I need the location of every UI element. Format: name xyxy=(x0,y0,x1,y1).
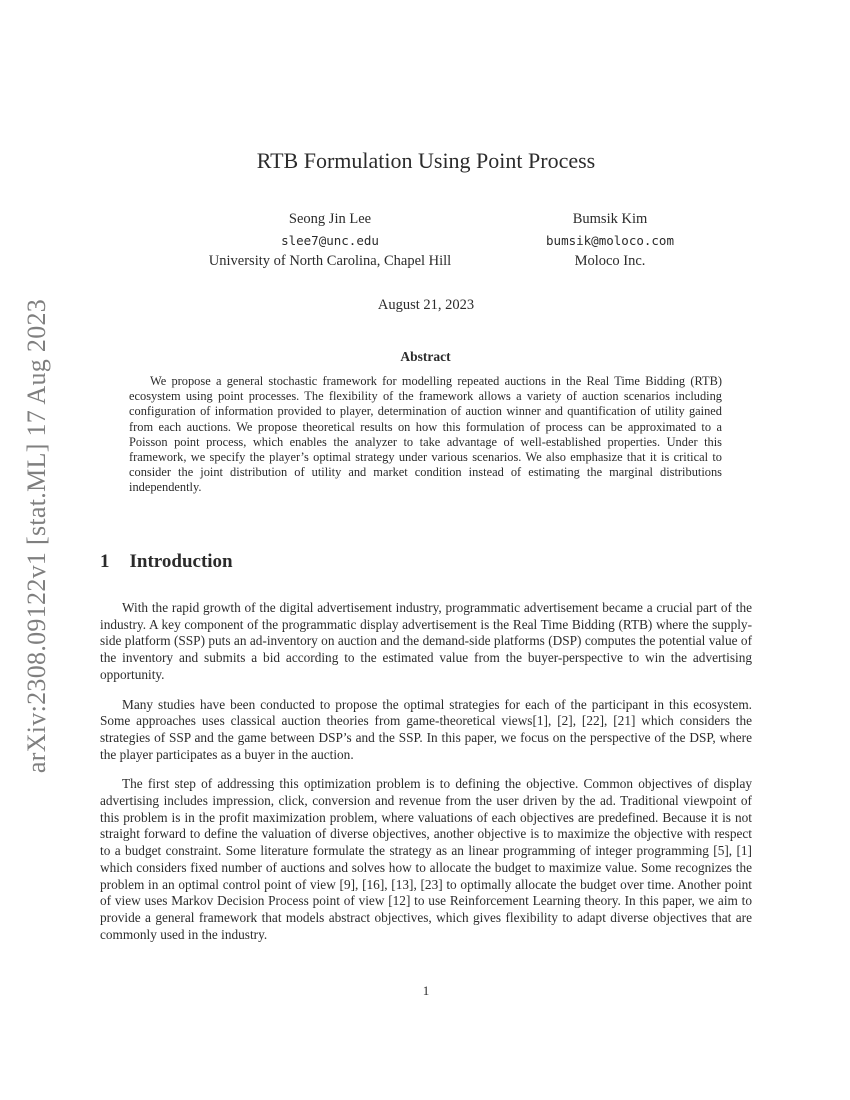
page-number: 1 xyxy=(422,983,430,998)
paragraph: With the rapid growth of the digital advertisement industry, programmatic advertisement became a crucial part of the industry. A key component of the programmatic display advertisement is the Real Time Bidding (RTB) where the supply-side platform (SSP) puts an ad-inventory on auction and the demand-side platforms (DSP) computes the potential value of the inventory and submits a bid according to the estimated value from the buyer-perspective to win the advertising opportunity. xyxy=(100,600,752,682)
paper-date: August 21, 2023 xyxy=(377,297,475,313)
author-block-2 xyxy=(480,208,740,272)
abstract-section xyxy=(129,349,722,496)
paper-title: RTB Formulation Using Point Process xyxy=(256,148,596,173)
paragraph: The first step of addressing this optimization problem is to defining the objective. Common objectives of display advertising includes impression, click, conversion and revenue from the user driven by the ad. Traditional viewpoint of this problem is in the profit maximization problem, where valuations of each objectives are predefined. Because it is not straight forward to define the valuation of diverse objectives, another objective is to maximize the objective with respect to a budget constraint. Some literature formulate the strategy as an linear programming of integer programming [5], [1] which considers fixed number of auctions and solves how to allocate the budget to maximize value. Some recognizes the problem in an optimal control point of view [9], [16], [13], [23] to optimally allocate the budget over time. Another point of view uses Markov Decision Process point of view [12] to use Reinforcement Learning theory. In this paper, we aim to provide a general framework that models abstract objectives, which gives flexibility to adapt diverse objectives that are commonly used in the industry. xyxy=(100,776,752,942)
arxiv-watermark: arXiv:2308.09122v1 [stat.ML] 17 Aug 2023 xyxy=(22,298,51,774)
author-email: bumsik@moloco.com xyxy=(546,233,674,248)
author-email: slee7@unc.edu xyxy=(281,233,379,248)
section-title: Introduction xyxy=(129,551,233,572)
author-name: Seong Jin Lee xyxy=(288,211,372,227)
section-heading-introduction xyxy=(100,551,752,573)
abstract-text: We propose a general stochastic framework for modelling repeated auctions in the Real Time Bidding (RTB) ecosystem using point processes. The flexibility of the framework allows a variety of auction scenarios including configuration of information provided to player, determination of auction winner and quantification of utility gained from each auctions. We propose theoretical results on how this formulation of process can be approximated to a Poisson point process, which enables the analyzer to take advantage of well-established properties. Under this framework, we specify the player’s optimal strategy under various scenarios. We also emphasize that it is critical to consider the joint distribution of utility and market condition instead of estimating the marginal distributions independently. xyxy=(129,374,722,495)
author-name: Bumsik Kim xyxy=(572,211,648,227)
author-block-1 xyxy=(140,208,520,272)
section-number: 1 xyxy=(100,551,110,572)
author-affiliation: University of North Carolina, Chapel Hill xyxy=(208,253,452,269)
paragraph: Many studies have been conducted to propose the optimal strategies for each of the participant in this ecosystem. Some approaches uses classical auction theories from game-theoretical views[1], [2], [22], [21] which considers the strategies of SSP and the game between DSP’s and the SSP. In this paper, we focus on the perspective of the DSP, where the player participates as a buyer in the auction. xyxy=(100,696,752,762)
abstract-heading: Abstract xyxy=(400,349,451,364)
introduction-body xyxy=(100,600,752,956)
author-affiliation: Moloco Inc. xyxy=(574,253,646,269)
